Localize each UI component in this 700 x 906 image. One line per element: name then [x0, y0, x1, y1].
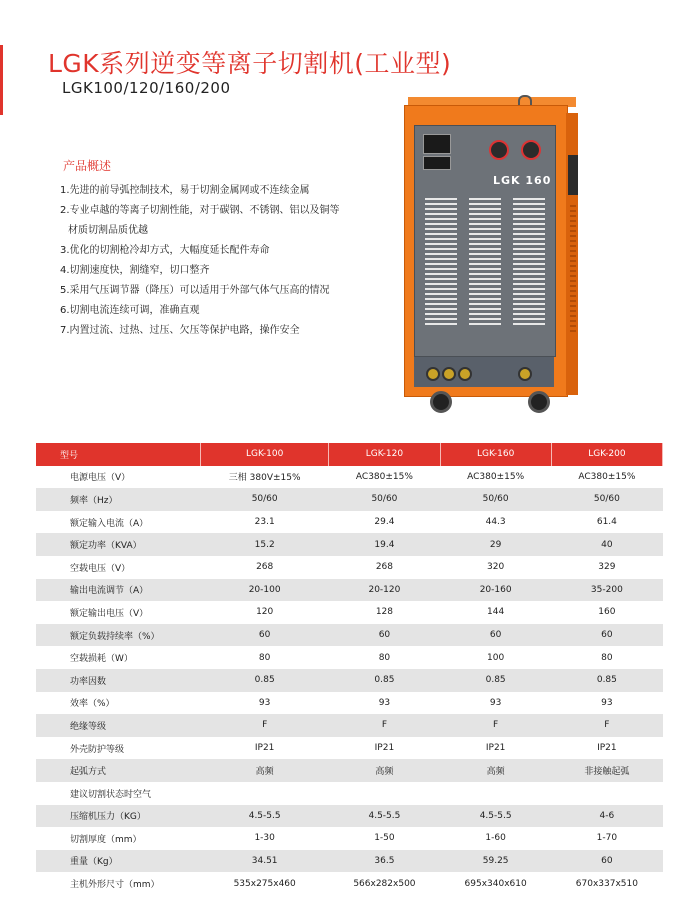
- table-cell: 4.5-5.5: [201, 805, 329, 828]
- table-cell: F: [440, 714, 551, 737]
- feature-item: 6.切割电流连续可调，准确直观: [60, 305, 200, 316]
- table-row: [36, 872, 663, 895]
- table-cell: 0.85: [551, 669, 662, 692]
- model-list: LGK100/120/160/200: [62, 79, 231, 97]
- row-label: 额定功率（KVA）: [36, 533, 201, 556]
- table-cell: 0.85: [201, 669, 329, 692]
- table-row: [36, 466, 663, 489]
- machine-image: [398, 95, 578, 435]
- row-label: 外壳防护等级: [70, 744, 125, 755]
- header-cell: LGK-200: [551, 443, 662, 466]
- knob-icon: [521, 140, 541, 160]
- table-cell: AC380±15%: [578, 471, 636, 482]
- table-cell: AC380±15%: [355, 471, 413, 482]
- wheel-icon: [430, 391, 452, 413]
- table-cell: 19.4: [329, 533, 440, 556]
- table-row: [36, 850, 663, 873]
- table-cell: 4.5-5.5: [440, 805, 551, 828]
- feature-item: 7.内置过流、过热、过压、欠压等保护电路，操作安全: [60, 325, 300, 336]
- table-cell: 44.3: [485, 517, 506, 528]
- row-label: 额定输入电流（A）: [70, 518, 149, 529]
- row-label: 绝缘等级: [36, 714, 201, 737]
- table-cell: [551, 782, 662, 805]
- table-cell: 50/60: [201, 488, 329, 511]
- side-vent: [570, 205, 576, 335]
- table-cell: 60: [201, 624, 329, 647]
- row-label: 重量（Kg）: [36, 850, 201, 873]
- table-cell: 4.5-5.5: [329, 805, 440, 828]
- table-cell: 80: [258, 652, 271, 663]
- table-row: [36, 714, 663, 737]
- table-cell: 120: [256, 607, 274, 618]
- table-header-row: [36, 443, 663, 466]
- table-cell: 268: [375, 562, 394, 573]
- table-row: [36, 601, 663, 624]
- table-cell: 20-160: [440, 579, 551, 602]
- spec-table: [36, 443, 663, 895]
- table-cell: IP21: [597, 743, 617, 754]
- table-cell: 566x282x500: [353, 878, 416, 889]
- row-label: 功率因数: [36, 669, 201, 692]
- page-title: LGK系列逆变等离子切割机(工业型): [48, 49, 452, 78]
- terminal-icon: [442, 367, 456, 381]
- table-cell: 高频: [440, 759, 551, 782]
- header-cell: 型号: [36, 443, 201, 466]
- table-cell: 144: [487, 607, 505, 618]
- wheel-icon: [528, 391, 550, 413]
- table-cell: 60: [551, 850, 662, 873]
- table-cell: 35-200: [551, 579, 662, 602]
- table-cell: 535x275x460: [233, 878, 296, 889]
- table-cell: [440, 782, 551, 805]
- terminal-icon: [426, 367, 440, 381]
- row-label: 电源电压（V）: [70, 473, 131, 484]
- row-label: 空载电压（V）: [70, 563, 131, 574]
- knob-icon: [489, 140, 509, 160]
- table-cell: IP21: [374, 743, 395, 754]
- header-cell: LGK-120: [329, 443, 440, 466]
- table-row: [36, 511, 663, 534]
- table-cell: 1-60: [485, 833, 506, 844]
- table-cell: 4-6: [551, 805, 662, 828]
- table-cell: 100: [487, 652, 505, 663]
- row-label: 建议切割状态时空气: [70, 789, 152, 800]
- table-row: [36, 737, 663, 760]
- table-cell: 93: [258, 697, 271, 708]
- table-row: [36, 488, 663, 511]
- vent-grille: [513, 198, 545, 328]
- table-cell: 36.5: [329, 850, 440, 873]
- row-label: 主机外形尺寸（mm）: [70, 880, 160, 891]
- table-cell: 1-70: [596, 833, 618, 844]
- table-row: [36, 759, 663, 782]
- feature-item: 3.优化的切割枪冷却方式，大幅度延长配件寿命: [60, 245, 270, 256]
- row-label: 额定负载持续率（%）: [36, 624, 201, 647]
- feature-item: 2.专业卓越的等离子切割性能，对于碳钢、不锈钢、铝以及铜等: [60, 205, 340, 216]
- table-cell: 高频: [329, 759, 440, 782]
- table-cell: 三相 380V±15%: [228, 473, 301, 484]
- table-cell: 329: [598, 562, 616, 573]
- table-cell: 50/60: [329, 488, 440, 511]
- table-cell: F: [329, 714, 440, 737]
- table-cell: AC380±15%: [467, 471, 525, 482]
- vent-grille: [469, 198, 501, 328]
- table-cell: [201, 782, 329, 805]
- table-row: [36, 646, 663, 669]
- table-cell: 20-120: [329, 579, 440, 602]
- table-cell: 高频: [201, 759, 329, 782]
- machine-model-label: LGK 160: [493, 174, 552, 187]
- table-cell: 60: [551, 624, 662, 647]
- row-label: 空载损耗（W）: [70, 654, 133, 665]
- table-cell: 60: [329, 624, 440, 647]
- table-row: [36, 782, 663, 805]
- table-cell: 29: [440, 533, 551, 556]
- accent-bar: [0, 45, 3, 115]
- table-row: [36, 556, 663, 579]
- row-label: 额定输出电压（V）: [70, 608, 149, 619]
- digital-display: [423, 134, 451, 154]
- overview-heading: 产品概述: [63, 159, 112, 173]
- table-cell: 29.4: [374, 517, 395, 528]
- table-cell: 34.51: [201, 850, 329, 873]
- table-cell: 59.25: [440, 850, 551, 873]
- feature-item: 4.切割速度快，割缝窄，切口整齐: [60, 265, 210, 276]
- table-cell: F: [201, 714, 329, 737]
- table-row: [36, 579, 663, 602]
- table-cell: 23.1: [254, 517, 275, 528]
- header-cell: LGK-100: [201, 443, 329, 466]
- table-cell: 1-30: [254, 833, 275, 844]
- table-cell: 268: [256, 562, 274, 573]
- machine-front-panel: [414, 125, 556, 357]
- feature-item: 5.采用气压调节器（降压）可以适用于外部气体气压高的情况: [60, 285, 330, 296]
- table-cell: 670x337x510: [575, 878, 638, 889]
- digital-display: [423, 156, 451, 170]
- table-row: [36, 669, 663, 692]
- table-cell: 128: [375, 607, 394, 618]
- row-label: 输出电流调节（A）: [36, 579, 201, 602]
- table-cell: 80: [378, 652, 391, 663]
- table-cell: 15.2: [201, 533, 329, 556]
- table-cell: 1-50: [374, 833, 395, 844]
- table-row: [36, 692, 663, 715]
- table-cell: 320: [487, 562, 505, 573]
- table-cell: 80: [601, 652, 613, 663]
- table-cell: 50/60: [551, 488, 662, 511]
- feature-item: 材质切割品质优越: [68, 225, 148, 236]
- row-label: 压缩机压力（KG）: [36, 805, 201, 828]
- table-cell: 93: [601, 697, 613, 708]
- table-cell: IP21: [485, 743, 506, 754]
- table-cell: 60: [440, 624, 551, 647]
- table-cell: 20-100: [201, 579, 329, 602]
- terminal-icon: [518, 367, 532, 381]
- table-row: [36, 827, 663, 850]
- table-cell: 695x340x610: [464, 878, 527, 889]
- table-cell: 61.4: [596, 517, 617, 528]
- feature-item: 1.先进的前导弧控制技术，易于切割金属网或不连续金属: [60, 185, 310, 196]
- table-cell: F: [551, 714, 662, 737]
- table-cell: 50/60: [440, 488, 551, 511]
- table-row: [36, 533, 663, 556]
- table-cell: 非接触起弧: [551, 759, 662, 782]
- table-cell: 93: [489, 697, 502, 708]
- table-cell: [329, 782, 440, 805]
- table-row: [36, 805, 663, 828]
- terminal-icon: [458, 367, 472, 381]
- header-cell: LGK-160: [440, 443, 551, 466]
- row-label: 起弧方式: [36, 759, 201, 782]
- table-cell: 0.85: [329, 669, 440, 692]
- table-cell: 0.85: [440, 669, 551, 692]
- table-cell: 93: [378, 697, 391, 708]
- table-row: [36, 624, 663, 647]
- row-label: 切割厚度（mm）: [70, 834, 142, 845]
- table-cell: 40: [551, 533, 662, 556]
- row-label: 频率（Hz）: [36, 488, 201, 511]
- overview-list: [60, 181, 380, 341]
- table-cell: 160: [598, 607, 616, 618]
- row-label: 效率（%）: [70, 699, 115, 710]
- vent-grille: [425, 198, 457, 328]
- table-cell: IP21: [254, 743, 275, 754]
- brand-strip: [568, 155, 578, 195]
